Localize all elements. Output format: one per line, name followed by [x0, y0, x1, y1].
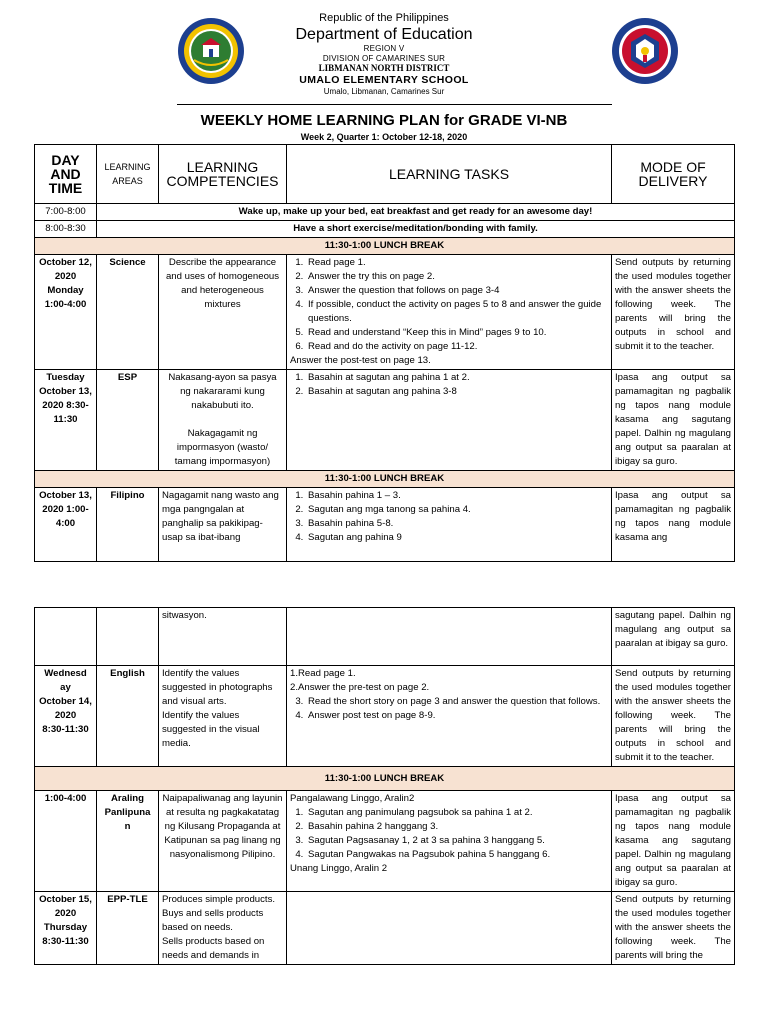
tasks-cell: [287, 370, 612, 471]
mode-cell: Ipasa ang output sa pamamagitan ng pagbalik ng tapos nang module kasama ang sagutang papel. Dalhin ng magulang ang output sa paaralan at ibigay sa guro.: [612, 791, 735, 892]
learning-area-cell: Science: [97, 255, 159, 370]
competency-text: Nakagagamit ng impormasyon (wasto/ tamang impormasyon): [174, 428, 271, 467]
lunch-break-label: 11:30-1:00 LUNCH BREAK: [35, 767, 735, 791]
republic-line: Republic of the Philippines: [319, 12, 449, 24]
competency-cell: [159, 370, 287, 471]
area-text: Panlipuna: [104, 807, 151, 818]
school-name: UMALO ELEMENTARY SCHOOL: [299, 74, 469, 86]
tasks-cell: [287, 791, 612, 892]
task-item: 3. Read the short story on page 3 and answer the question that follows.: [306, 695, 608, 709]
tasks-cell: [287, 666, 612, 767]
mode-cell: Ipasa ang output sa pamamagitan ng pagbalik ng tapos nang module kasama ang: [612, 488, 735, 562]
day-time-cell: October 12, 2020 Monday 1:00-4:00: [35, 255, 97, 370]
lunch-break-label: 11:30-1:00 LUNCH BREAK: [35, 471, 735, 488]
learning-area-cell: [97, 791, 159, 892]
table-row: [35, 791, 735, 892]
tasks-cell: [287, 892, 612, 965]
routine-time: 7:00-8:00: [35, 204, 97, 221]
routine-time: 8:00-8:30: [35, 221, 97, 238]
task-item: 1. Read page 1.: [306, 256, 608, 270]
lunch-break-row: [35, 238, 735, 255]
tasks-cell: [287, 608, 612, 666]
task-heading: Pangalawang Linggo, Aralin2: [290, 793, 415, 804]
table-row: [35, 488, 735, 562]
task-note: Unang Linggo, Aralin 2: [290, 863, 388, 874]
task-item: 2. Answer the try this on page 2.: [306, 270, 608, 284]
header-divider: [177, 104, 612, 105]
lunch-break-row: [35, 471, 735, 488]
column-header-day: DAY AND TIME: [35, 145, 97, 204]
routine-row: [35, 221, 735, 238]
table-row: [35, 255, 735, 370]
learning-area-cell: EPP-TLE: [97, 892, 159, 965]
column-header-tasks: LEARNING TASKS: [287, 145, 612, 204]
tasks-cell: [287, 255, 612, 370]
task-item: 1. Basahin at sagutan ang pahina 1 at 2.: [306, 371, 608, 385]
day-time-cell: [35, 608, 97, 666]
day-text: Wednesd: [44, 668, 87, 679]
day-time-cell: October 13, 2020 1:00-4:00: [35, 488, 97, 562]
day-time-cell: 1:00-4:00: [35, 791, 97, 892]
task-item: 2. Basahin at sagutan ang pahina 3-8: [306, 385, 608, 399]
day-text: October 14, 2020: [39, 696, 92, 721]
task-item: 1. Basahin pahina 1 – 3.: [306, 489, 608, 503]
day-time-cell: [35, 666, 97, 767]
mode-cell: Send outputs by returning the used modules together with the answer sheets the following week. The parents will bring the outputs in school and submit it to the teacher.: [612, 666, 735, 767]
task-item: 1.Read page 1.: [290, 668, 356, 679]
mode-cell: Send outputs by returning the used modules together with the answer sheets the following week. The parents will bring the: [612, 892, 735, 965]
learning-area-cell: ESP: [97, 370, 159, 471]
column-header-mode: MODE OF DELIVERY: [612, 145, 735, 204]
competency-cell: Naipapaliwanag ang layunin at resulta ng pagkakatatag ng Kilusang Propaganda at Katipunan sa pag linang ng nasyonalismong Pilipino.: [159, 791, 287, 892]
table-row: [35, 892, 735, 965]
task-item: 4. If possible, conduct the activity on pages 5 to 8 and answer the guide questions.: [306, 298, 608, 326]
letterhead: [0, 10, 768, 96]
routine-text: Wake up, make up your bed, eat breakfast and get ready for an awesome day!: [97, 204, 735, 221]
task-item: 5. Read and understand “Keep this in Mind” pages 9 to 10.: [306, 326, 608, 340]
learning-area-cell: English: [97, 666, 159, 767]
task-item: 2. Basahin pahina 2 hanggang 3.: [306, 820, 608, 834]
task-item: 2.Answer the pre-test on page 2.: [290, 682, 430, 693]
competency-cell: [159, 892, 287, 965]
task-item: 3. Answer the question that follows on page 3-4: [306, 284, 608, 298]
day-time-cell: Tuesday October 13, 2020 8:30-11:30: [35, 370, 97, 471]
day-text: 8:30-11:30: [42, 724, 89, 735]
area-text: n: [124, 821, 131, 832]
tasks-cell: [287, 488, 612, 562]
routine-text: Have a short exercise/meditation/bonding with family.: [97, 221, 735, 238]
division-line: DIVISION OF CAMARINES SUR: [322, 54, 446, 63]
day-time-cell: October 15, 2020 Thursday 8:30-11:30: [35, 892, 97, 965]
task-item: 3. Basahin pahina 5-8.: [306, 517, 608, 531]
task-item: 3. Sagutan Pagsasanay 1, 2 at 3 sa pahina 3 hanggang 5.: [306, 834, 608, 848]
table-row: [35, 666, 735, 767]
task-item: 4. Sagutan ang pahina 9: [306, 531, 608, 545]
table-row: [35, 370, 735, 471]
lunch-break-row: [35, 767, 735, 791]
task-item: 4. Answer post test on page 8-9.: [306, 709, 608, 723]
competency-cell: Describe the appearance and uses of homogeneous and heterogeneous mixtures: [159, 255, 287, 370]
day-text: ay: [60, 682, 71, 693]
task-item: 2. Sagutan ang mga tanong sa pahina 4.: [306, 503, 608, 517]
plan-subtitle: Week 2, Quarter 1: October 12-18, 2020: [300, 132, 468, 142]
task-note: Answer the post-test on page 13.: [290, 355, 431, 366]
mode-cell: sagutang papel. Dalhin ng magulang ang output sa paaralan at ibigay sa guro.: [612, 608, 735, 666]
competency-text: Sells products based on needs and demands in: [162, 936, 265, 961]
competency-text: Buys and sells products based on needs.: [162, 908, 264, 933]
column-header-areas: LEARNING AREAS: [97, 145, 159, 204]
competency-cell: Nagagamit nang wasto ang mga pangngalan at panghalip sa pakikipag-usap sa ibat-ibang: [159, 488, 287, 562]
region-line: REGION V: [363, 44, 405, 53]
district-line: LIBMANAN NORTH DISTRICT: [318, 63, 450, 73]
competency-text: Identify the values suggested in photographs and visual arts.: [162, 668, 273, 707]
learning-area-cell: [97, 608, 159, 666]
task-item: 6. Read and do the activity on page 11-12.: [306, 340, 608, 354]
competency-text: Identify the values suggested in the visual media.: [162, 710, 260, 749]
learning-area-cell: Filipino: [97, 488, 159, 562]
mode-cell: Ipasa ang output sa pamamagitan ng pagbalik ng tapos nang module kasama ang sagutang papel. Dalhin ng magulang ang output sa paaralan at ibigay sa guro.: [612, 370, 735, 471]
table-row: [35, 608, 735, 666]
routine-row: [35, 204, 735, 221]
mode-cell: Send outputs by returning the used modules together with the answer sheets the following week. The parents will bring the outputs in school and submit it to the teacher.: [612, 255, 735, 370]
competency-text: Produces simple products.: [162, 894, 276, 905]
task-item: 1. Sagutan ang panimulang pagsubok sa pahina 1 at 2.: [306, 806, 608, 820]
document-page-2: [0, 592, 768, 1024]
learning-plan-table: [34, 144, 735, 562]
column-header-competencies: LEARNING COMPETENCIES: [159, 145, 287, 204]
competency-text: Nakasang-ayon sa pasya ng nakararami kung nakabubuti ito.: [168, 372, 277, 411]
school-address: Umalo, Libmanan, Camarines Sur: [323, 86, 445, 96]
competency-cell: sitwasyon.: [159, 608, 287, 666]
table-header-row: [35, 145, 735, 204]
plan-title: WEEKLY HOME LEARNING PLAN for GRADE VI-NB: [200, 112, 568, 129]
learning-plan-table-continued: [34, 607, 735, 965]
lunch-break-label: 11:30-1:00 LUNCH BREAK: [35, 238, 735, 255]
competency-cell: [159, 666, 287, 767]
task-item: 4. Sagutan Pangwakas na Pagsubok pahina 5 hanggang 6.: [306, 848, 608, 862]
department-line: Department of Education: [295, 26, 473, 43]
area-text: Araling: [110, 793, 145, 804]
